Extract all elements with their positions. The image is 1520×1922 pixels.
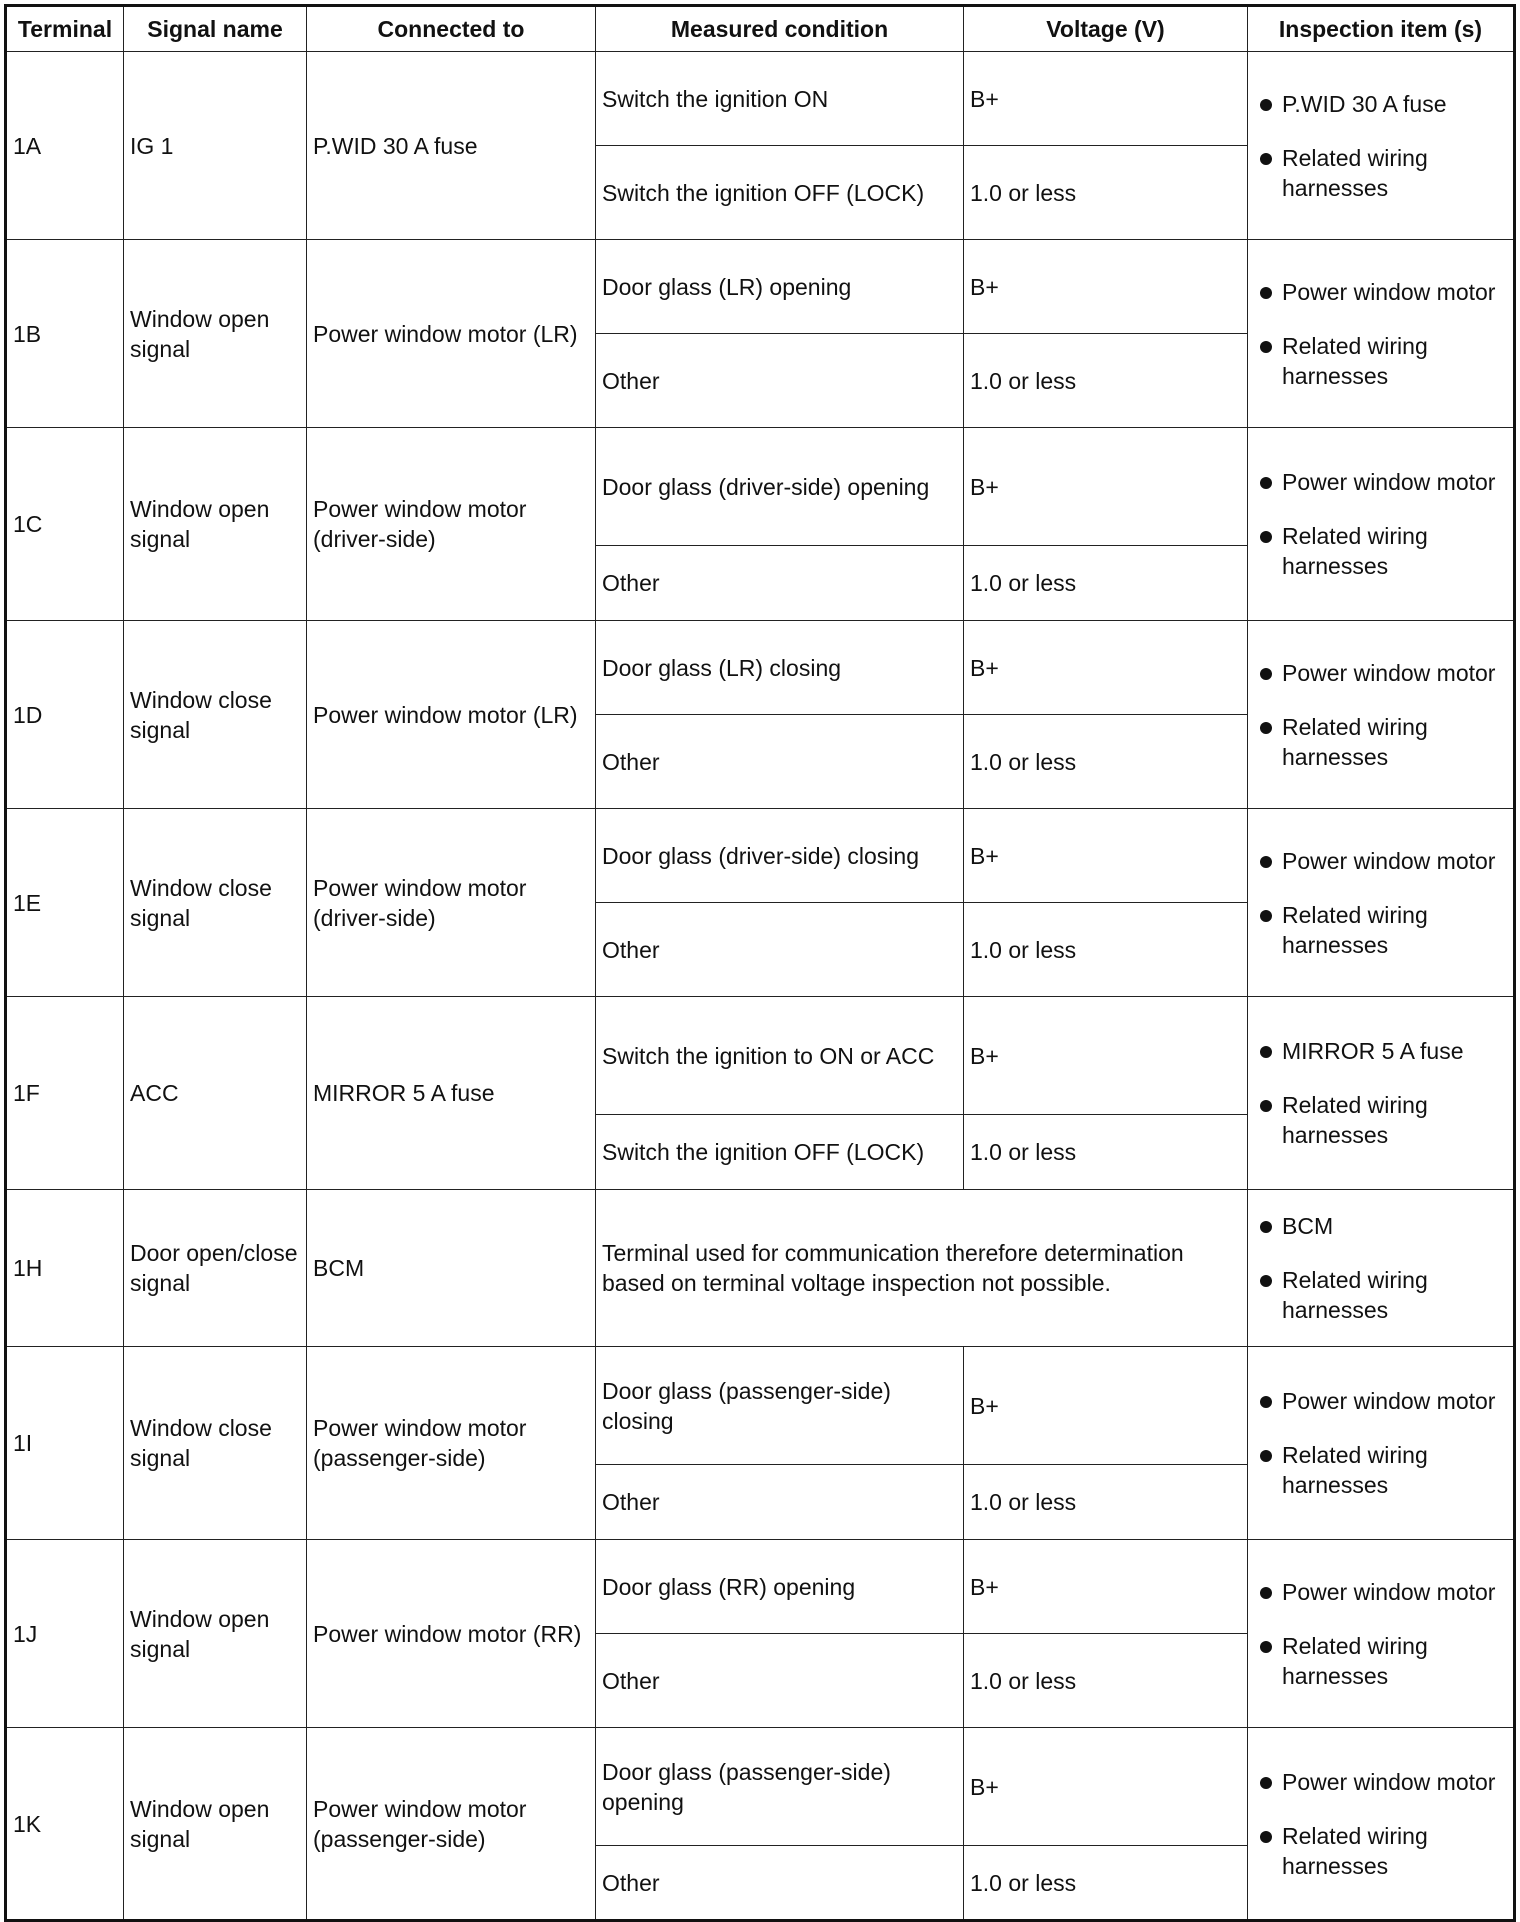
table-row	[6, 1540, 1515, 1634]
terminal-cell: 1D	[6, 621, 124, 809]
document-page	[4, 4, 1513, 1922]
condition-cell: Other	[596, 715, 964, 809]
inspection-cell	[1248, 52, 1515, 240]
inspection-item: Related wiring harnesses	[1282, 900, 1503, 960]
voltage-cell: B+	[964, 1347, 1248, 1465]
bullet-icon	[1260, 1831, 1272, 1843]
voltage-cell: 1.0 or less	[964, 715, 1248, 809]
inspection-cell	[1248, 1728, 1515, 1921]
voltage-cell: B+	[964, 428, 1248, 546]
inspection-cell	[1248, 997, 1515, 1190]
signal-cell: Window close signal	[124, 1347, 307, 1540]
bullet-icon	[1260, 99, 1272, 111]
inspection-item: Related wiring harnesses	[1282, 521, 1503, 581]
header-connected-to: Connected to	[307, 6, 596, 52]
condition-cell: Other	[596, 1634, 964, 1728]
bullet-icon	[1260, 1221, 1272, 1233]
table-row	[6, 1728, 1515, 1846]
condition-cell: Door glass (LR) closing	[596, 621, 964, 715]
inspection-item: Power window motor	[1282, 846, 1503, 876]
condition-cell: Door glass (RR) opening	[596, 1540, 964, 1634]
terminal-cell: 1E	[6, 809, 124, 997]
bullet-icon	[1260, 341, 1272, 353]
connected-cell: Power window motor (passenger-side)	[307, 1347, 596, 1540]
connected-cell: MIRROR 5 A fuse	[307, 997, 596, 1190]
inspection-item: Power window motor	[1282, 658, 1503, 688]
condition-cell: Other	[596, 1846, 964, 1921]
inspection-cell	[1248, 809, 1515, 997]
inspection-item: MIRROR 5 A fuse	[1282, 1036, 1503, 1066]
condition-cell: Door glass (passenger-side) closing	[596, 1347, 964, 1465]
bullet-icon	[1260, 856, 1272, 868]
voltage-cell: B+	[964, 240, 1248, 334]
condition-cell: Door glass (driver-side) closing	[596, 809, 964, 903]
condition-cell: Other	[596, 1465, 964, 1540]
inspection-cell	[1248, 621, 1515, 809]
bullet-icon	[1260, 1777, 1272, 1789]
signal-cell: IG 1	[124, 52, 307, 240]
connected-cell: P.WID 30 A fuse	[307, 52, 596, 240]
signal-cell: Window open signal	[124, 1728, 307, 1921]
bullet-icon	[1260, 153, 1272, 165]
condition-cell: Switch the ignition OFF (LOCK)	[596, 1115, 964, 1190]
inspection-cell	[1248, 240, 1515, 428]
condition-cell: Switch the ignition ON	[596, 52, 964, 146]
inspection-item: Power window motor	[1282, 467, 1503, 497]
inspection-cell	[1248, 1347, 1515, 1540]
header-voltage: Voltage (V)	[964, 6, 1248, 52]
bullet-icon	[1260, 1275, 1272, 1287]
bullet-icon	[1260, 910, 1272, 922]
voltage-cell: 1.0 or less	[964, 1634, 1248, 1728]
voltage-cell: 1.0 or less	[964, 903, 1248, 997]
header-terminal: Terminal	[6, 6, 124, 52]
signal-cell: Door open/close signal	[124, 1190, 307, 1347]
connected-cell: Power window motor (passenger-side)	[307, 1728, 596, 1921]
voltage-cell: B+	[964, 1540, 1248, 1634]
connected-cell: Power window motor (RR)	[307, 1540, 596, 1728]
signal-cell: ACC	[124, 997, 307, 1190]
inspection-item: Related wiring harnesses	[1282, 143, 1503, 203]
signal-cell: Window close signal	[124, 621, 307, 809]
signal-cell: Window open signal	[124, 428, 307, 621]
bullet-icon	[1260, 531, 1272, 543]
terminal-cell: 1B	[6, 240, 124, 428]
header-inspection-items: Inspection item (s)	[1248, 6, 1515, 52]
condition-cell: Door glass (LR) opening	[596, 240, 964, 334]
condition-cell: Door glass (passenger-side) opening	[596, 1728, 964, 1846]
table-row	[6, 1190, 1515, 1347]
bullet-icon	[1260, 1587, 1272, 1599]
table-row	[6, 621, 1515, 715]
table-row	[6, 1347, 1515, 1465]
bullet-icon	[1260, 668, 1272, 680]
signal-cell: Window open signal	[124, 240, 307, 428]
bullet-icon	[1260, 1450, 1272, 1462]
condition-cell: Other	[596, 334, 964, 428]
bullet-icon	[1260, 1641, 1272, 1653]
inspection-item: BCM	[1282, 1211, 1503, 1241]
voltage-cell: B+	[964, 997, 1248, 1115]
signal-cell: Window open signal	[124, 1540, 307, 1728]
voltage-cell: B+	[964, 809, 1248, 903]
header-signal-name: Signal name	[124, 6, 307, 52]
bullet-icon	[1260, 1396, 1272, 1408]
inspection-item: Related wiring harnesses	[1282, 331, 1503, 391]
connected-cell: Power window motor (driver-side)	[307, 428, 596, 621]
connected-cell: BCM	[307, 1190, 596, 1347]
table-row	[6, 428, 1515, 546]
terminal-cell: 1K	[6, 1728, 124, 1921]
terminal-cell: 1I	[6, 1347, 124, 1540]
terminal-cell: 1F	[6, 997, 124, 1190]
terminal-cell: 1H	[6, 1190, 124, 1347]
connected-cell: Power window motor (LR)	[307, 621, 596, 809]
condition-cell: Door glass (driver-side) opening	[596, 428, 964, 546]
voltage-cell: B+	[964, 1728, 1248, 1846]
inspection-item: Related wiring harnesses	[1282, 1821, 1503, 1881]
voltage-cell: 1.0 or less	[964, 546, 1248, 621]
connected-cell: Power window motor (driver-side)	[307, 809, 596, 997]
voltage-cell: 1.0 or less	[964, 334, 1248, 428]
inspection-item: Related wiring harnesses	[1282, 1265, 1503, 1325]
table-row	[6, 240, 1515, 334]
communication-note-cell: Terminal used for communication therefore determination based on terminal voltage inspection not possible.	[596, 1190, 1248, 1347]
voltage-cell: 1.0 or less	[964, 1846, 1248, 1921]
bullet-icon	[1260, 1046, 1272, 1058]
inspection-item: Related wiring harnesses	[1282, 1631, 1503, 1691]
voltage-cell: 1.0 or less	[964, 1115, 1248, 1190]
inspection-item: Power window motor	[1282, 1386, 1503, 1416]
header-row	[6, 6, 1515, 52]
table-row	[6, 52, 1515, 146]
terminal-cell: 1A	[6, 52, 124, 240]
bullet-icon	[1260, 722, 1272, 734]
inspection-item: Power window motor	[1282, 1577, 1503, 1607]
terminal-cell: 1C	[6, 428, 124, 621]
condition-cell: Other	[596, 546, 964, 621]
header-measured-condition: Measured condition	[596, 6, 964, 52]
condition-cell: Other	[596, 903, 964, 997]
condition-cell: Switch the ignition OFF (LOCK)	[596, 146, 964, 240]
signal-cell: Window close signal	[124, 809, 307, 997]
bullet-icon	[1260, 477, 1272, 489]
inspection-cell	[1248, 428, 1515, 621]
inspection-item: Power window motor	[1282, 1767, 1503, 1797]
table-row	[6, 809, 1515, 903]
inspection-cell	[1248, 1190, 1515, 1347]
voltage-cell: 1.0 or less	[964, 146, 1248, 240]
bullet-icon	[1260, 1100, 1272, 1112]
terminal-inspection-table	[4, 4, 1516, 1922]
condition-cell: Switch the ignition to ON or ACC	[596, 997, 964, 1115]
inspection-item: P.WID 30 A fuse	[1282, 89, 1503, 119]
inspection-cell	[1248, 1540, 1515, 1728]
terminal-cell: 1J	[6, 1540, 124, 1728]
inspection-item: Related wiring harnesses	[1282, 1090, 1503, 1150]
voltage-cell: B+	[964, 621, 1248, 715]
inspection-item: Related wiring harnesses	[1282, 1440, 1503, 1500]
inspection-item: Power window motor	[1282, 277, 1503, 307]
table-row	[6, 997, 1515, 1115]
inspection-item: Related wiring harnesses	[1282, 712, 1503, 772]
connected-cell: Power window motor (LR)	[307, 240, 596, 428]
bullet-icon	[1260, 287, 1272, 299]
voltage-cell: 1.0 or less	[964, 1465, 1248, 1540]
voltage-cell: B+	[964, 52, 1248, 146]
